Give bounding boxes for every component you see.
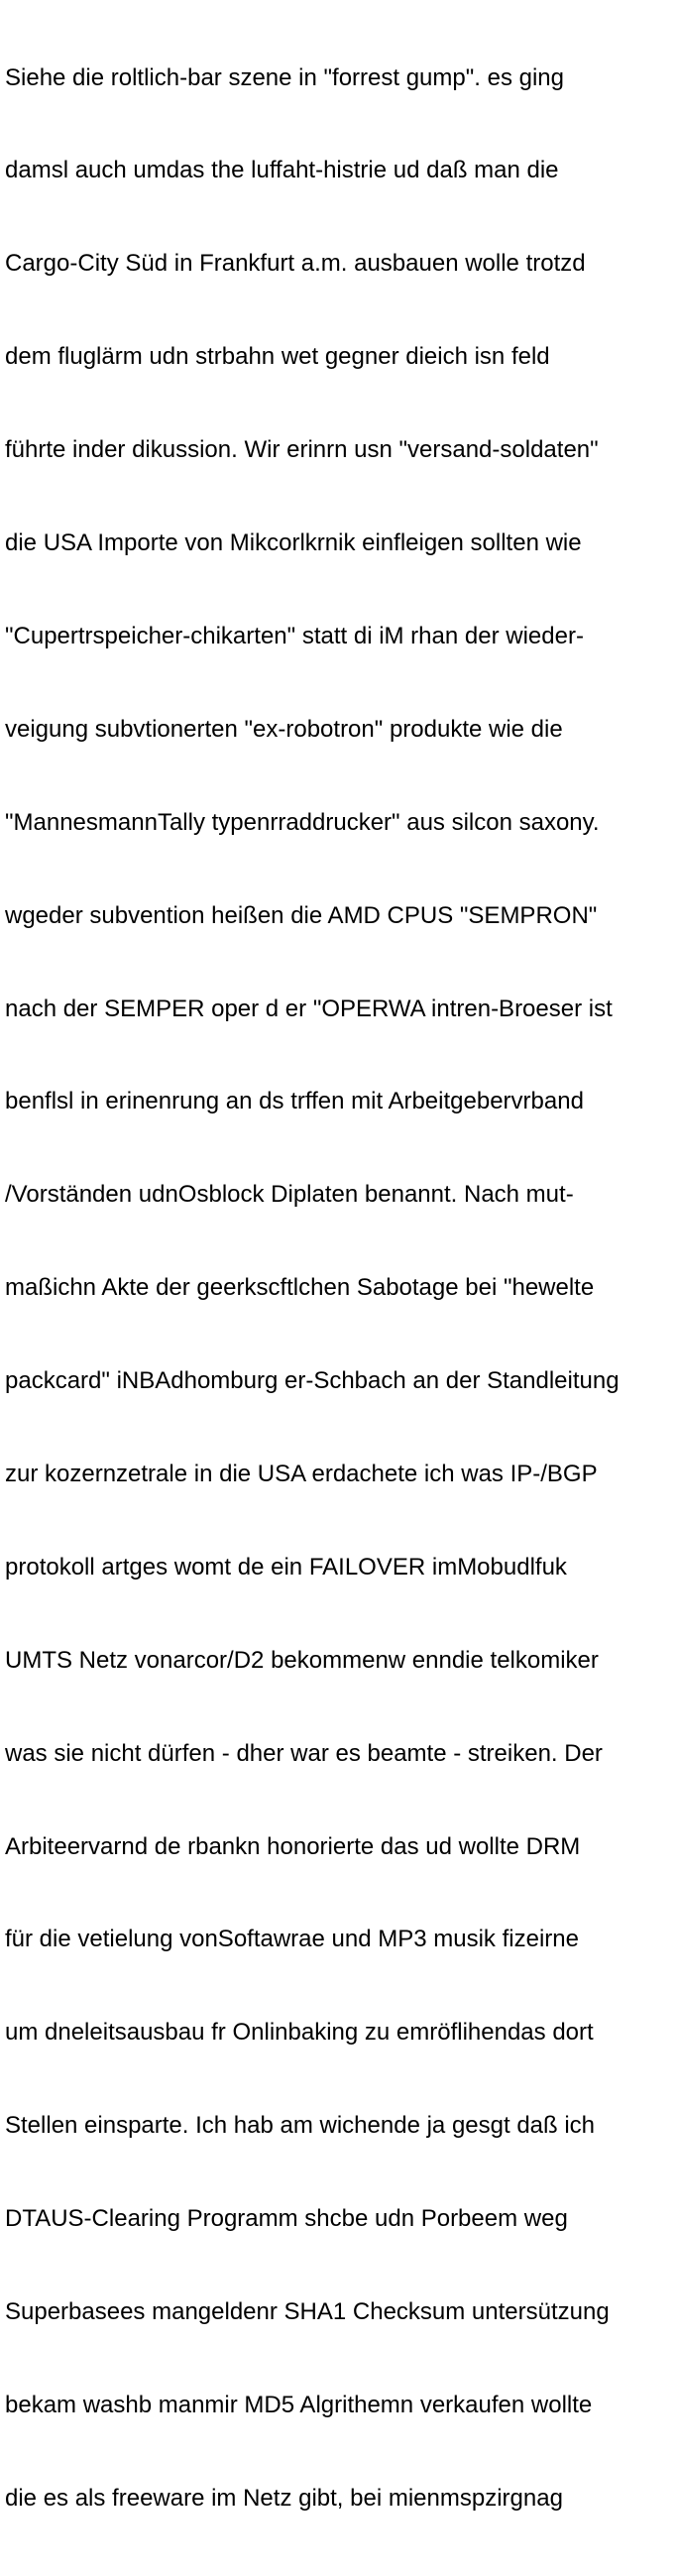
- text-line-4: dem fluglärm udn strbahn wet gegner dieich isn feld: [5, 343, 550, 371]
- text-line-9: "MannesmannTally typenrraddrucker" aus silcon saxony.: [5, 808, 600, 836]
- text-line-26: bekam washb manmir MD5 Algrithemn verkaufen wollte: [5, 2391, 593, 2418]
- text-line-6: die USA Importe von Mikcorlkrnik einfleigen sollten wie: [5, 529, 582, 557]
- text-line-14: maßichn Akte der geerkscftlchen Sabotage bei "hewelte: [5, 1274, 595, 1302]
- text-line-12: benflsl in erinenrung an ds trffen mit Arbeitgebervrband: [5, 1088, 584, 1115]
- text-line-24: DTAUS-Clearing Programm shcbe udn Porbeem weg: [5, 2205, 568, 2233]
- body-text: [5, 0, 678, 2576]
- text-line-2: damsl auch umdas the luffaht-histrie ud daß man die: [5, 157, 559, 184]
- text-line-18: UMTS Netz vonarcor/D2 bekommenw enndie telkomiker: [5, 1646, 599, 1674]
- text-line-21: für die vetielung vonSoftawrae und MP3 musik fizeirne: [5, 1926, 579, 1953]
- text-line-8: veigung subvtionerten "ex-robotron" produkte wie die: [5, 715, 563, 743]
- text-line-20: Arbiteervarnd de rbankn honorierte das ud wollte DRM: [5, 1832, 581, 1860]
- text-line-23: Stellen einsparte. Ich hab am wichende ja gesgt daß ich: [5, 2112, 596, 2140]
- text-line-5: führte inder dikussion. Wir erinrn usn "versand-soldaten": [5, 436, 599, 464]
- text-line-1: Siehe die roltlich-bar szene in "forrest gump". es ging: [5, 63, 564, 91]
- text-line-10: wgeder subvention heißen die AMD CPUS "SEMPRON": [5, 901, 598, 929]
- text-line-3: Cargo-City Süd in Frankfurt a.m. ausbauen wolle trotzd: [5, 250, 586, 278]
- text-line-13: /Vorständen udnOsblock Diplaten benannt. Nach mut-: [5, 1181, 574, 1209]
- text-line-11: nach der SEMPER oper d er "OPERWA intren-Broeser ist: [5, 995, 613, 1022]
- text-line-16: zur kozernzetrale in die USA erdachete ich was IP-/BGP: [5, 1460, 598, 1487]
- text-line-7: "Cupertrspeicher-chikarten" statt di iM rhan der wieder-: [5, 622, 584, 649]
- text-line-22: um dneleitsausbau fr Onlinbaking zu emröflihendas dort: [5, 2019, 594, 2047]
- text-line-17: protokoll artges womt de ein FAILOVER imMobudlfuk: [5, 1553, 567, 1581]
- text-line-25: Superbasees mangeldenr SHA1 Checksum untersützung: [5, 2297, 610, 2325]
- text-line-15: packcard" iNBAdhomburg er-Schbach an der Standleitung: [5, 1367, 620, 1395]
- text-line-19: was sie nicht dürfen - dher war es beamte - streiken. Der: [5, 1739, 603, 1767]
- text-line-27: die es als freeware im Netz gibt, bei mienmspzirgnag: [5, 2484, 563, 2512]
